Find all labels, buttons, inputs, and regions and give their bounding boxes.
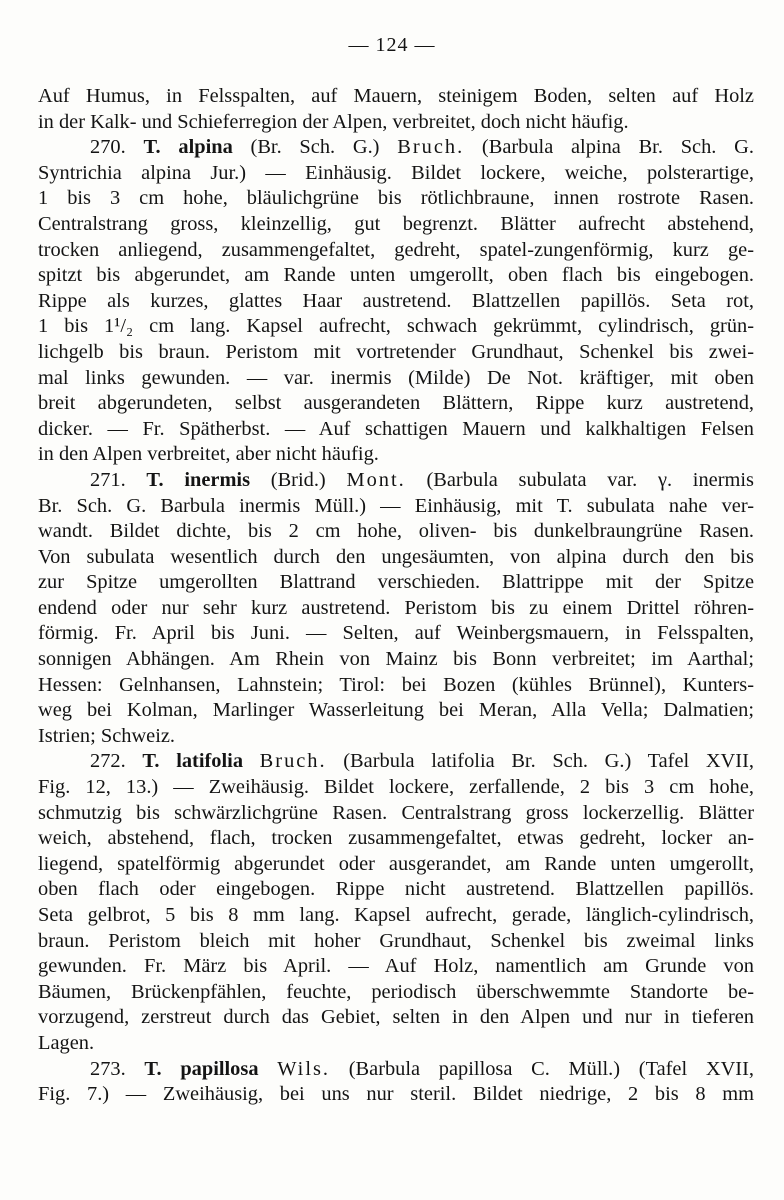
entry-number: 271.	[90, 468, 126, 491]
entry-synonym: (Barbula papillosa C. Müll.) (Tafel XVII,	[348, 1057, 754, 1080]
entry-heading	[38, 468, 754, 494]
entry-author: Wils.	[277, 1057, 331, 1080]
entry-genus: T.	[146, 468, 164, 491]
entry-species: inermis	[184, 468, 251, 491]
text-line: Centralstrang gross, kleinzellig, gut begrenzt. Blätter aufrecht abstehend,	[38, 212, 754, 235]
entry-author-abbr: (Brid.)	[270, 468, 326, 491]
species-entry	[38, 135, 754, 468]
text-line: wandt. Bildet dichte, bis 2 cm hohe, oliven- bis dunkelbraungrüne Rasen.	[38, 520, 754, 543]
entry-author: Bruch.	[397, 136, 465, 159]
entry-heading	[38, 1057, 754, 1083]
text-line: breit abgerundeten, selbst ausgerandeten Blättern, Rippe kurz austretend,	[38, 392, 754, 415]
text-line: gewunden. Fr. März bis April. — Auf Holz, namentlich am Grunde von	[38, 955, 754, 978]
page-number: — 124 —	[348, 34, 436, 56]
text-line: Bäumen, Brückenpfählen, feuchte, periodisch überschwemmte Standorte be-	[38, 980, 754, 1003]
species-entry	[38, 1057, 754, 1108]
entry-species: latifolia	[176, 750, 244, 773]
text-line: schmutzig bis schwärzlichgrüne Rasen. Centralstrang gross lockerzellig. Blätter	[38, 801, 754, 824]
entry-number: 273.	[90, 1057, 126, 1080]
text-line: Rippe als kurzes, glattes Haar austretend. Blattzellen papillös. Seta rot,	[38, 289, 754, 312]
text-line: Fig. 7.) — Zweihäusig, bei uns nur steril. Bildet niedrige, 2 bis 8 mm	[38, 1083, 754, 1106]
entry-number: 272.	[90, 750, 126, 773]
text-line: zur Spitze umgerollten Blattrand verschieden. Blattrippe mit der Spitze	[38, 571, 754, 594]
text-line: in der Kalk- und Schieferregion der Alpen, verbreitet, doch nicht häufig.	[38, 110, 629, 133]
entry-author: Bruch.	[259, 750, 327, 773]
text-line: Von subulata wesentlich durch den ungesäumten, von alpina durch den bis	[38, 545, 754, 568]
entry-synonym: (Barbula subulata var. γ. inermis	[426, 468, 754, 491]
entry-genus: T.	[144, 1057, 162, 1080]
text-line: weich, abstehend, flach, trocken zusammengefaltet, etwas gedreht, locker an-	[38, 827, 754, 850]
text-line: weg bei Kolman, Marlinger Wasserleitung bei Meran, Alla Vella; Dalmatien;	[38, 699, 754, 722]
text-line: sonnigen Abhängen. Am Rhein von Mainz bis Bonn verbreitet; im Aarthal;	[38, 648, 754, 671]
text-line: liegend, spatelförmig abgerundet oder ausgerandet, am Rande unten umgerollt,	[38, 852, 754, 875]
text-line: trocken anliegend, zusammengefaltet, gedreht, spatel-zungenförmig, kurz ge-	[38, 238, 754, 261]
text-line: oben flach oder eingebogen. Rippe nicht austretend. Blattzellen papillös.	[38, 878, 754, 901]
page-text	[38, 84, 754, 1108]
text-line: Fig. 12, 13.) — Zweihäusig. Bildet lockere, zerfallende, 2 bis 3 cm hohe,	[38, 776, 754, 799]
entry-synonym: (Barbula alpina Br. Sch. G.	[481, 136, 754, 159]
species-entry	[38, 749, 754, 1056]
entry-heading	[38, 749, 754, 775]
text-line: vorzugend, zerstreut durch das Gebiet, selten in den Alpen und nur in tieferen	[38, 1006, 754, 1029]
text-line: Hessen: Gelnhansen, Lahnstein; Tirol: bei Bozen (kühles Brünnel), Kunters-	[38, 673, 754, 696]
text-line: mal links gewunden. — var. inermis (Milde) De Not. kräftiger, mit oben	[38, 366, 754, 389]
entry-genus: T.	[143, 136, 161, 159]
entry-synonym: (Barbula latifolia Br. Sch. G.) Tafel XVII,	[343, 750, 754, 773]
text-line: Seta gelbrot, 5 bis 8 mm lang. Kapsel aufrecht, gerade, länglich-cylindrisch,	[38, 904, 754, 926]
text-line: dicker. — Fr. Spätherbst. — Auf schattigen Mauern und kalkhaltigen Felsen	[38, 417, 754, 440]
entry-genus: T.	[142, 750, 160, 773]
text-line: Syntrichia alpina Jur.) — Einhäusig. Bildet lockere, weiche, polsterartige,	[38, 161, 754, 184]
text-line: Br. Sch. G. Barbula inermis Müll.) — Einhäusig, mit T. subulata nahe ver-	[38, 494, 754, 517]
entry-author: Mont.	[346, 468, 406, 491]
entry-species: alpina	[178, 136, 233, 159]
entry-species: papillosa	[180, 1057, 259, 1080]
text-line: förmig. Fr. April bis Juni. — Selten, auf Weinbergsmauern, in Felsspalten,	[38, 622, 754, 645]
text-line: spitzt bis abgerundet, am Rande unten umgerollt, oben flach bis eingebogen.	[38, 264, 754, 287]
entry-author-abbr: (Br. Sch. G.)	[250, 136, 380, 159]
text-line: Lagen.	[38, 1031, 95, 1054]
text-line: braun. Peristom bleich mit hoher Grundhaut, Schenkel bis zweimal links	[38, 929, 754, 952]
species-entry	[38, 468, 754, 750]
entry-heading	[38, 135, 754, 161]
text-line: 1 bis 1¹/₂ cm lang. Kapsel aufrecht, schwach gekrümmt, cylindrisch, grün-	[38, 315, 754, 338]
text-line: Auf Humus, in Felsspalten, auf Mauern, steinigem Boden, selten auf Holz	[38, 85, 754, 107]
text-line: lichgelb bis braun. Peristom mit vortretender Grundhaut, Schenkel bis zwei-	[38, 340, 754, 363]
entry-number: 270.	[90, 136, 126, 159]
text-line: 1 bis 3 cm hohe, bläulichgrüne bis rötlichbraune, innen rostrote Rasen.	[38, 187, 754, 210]
text-line: Istrien; Schweiz.	[38, 724, 176, 747]
text-line: in den Alpen verbreitet, aber nicht häufig.	[38, 443, 379, 466]
text-line: endend oder nur sehr kurz austretend. Peristom bis zu einem Drittel röhren-	[38, 596, 754, 619]
